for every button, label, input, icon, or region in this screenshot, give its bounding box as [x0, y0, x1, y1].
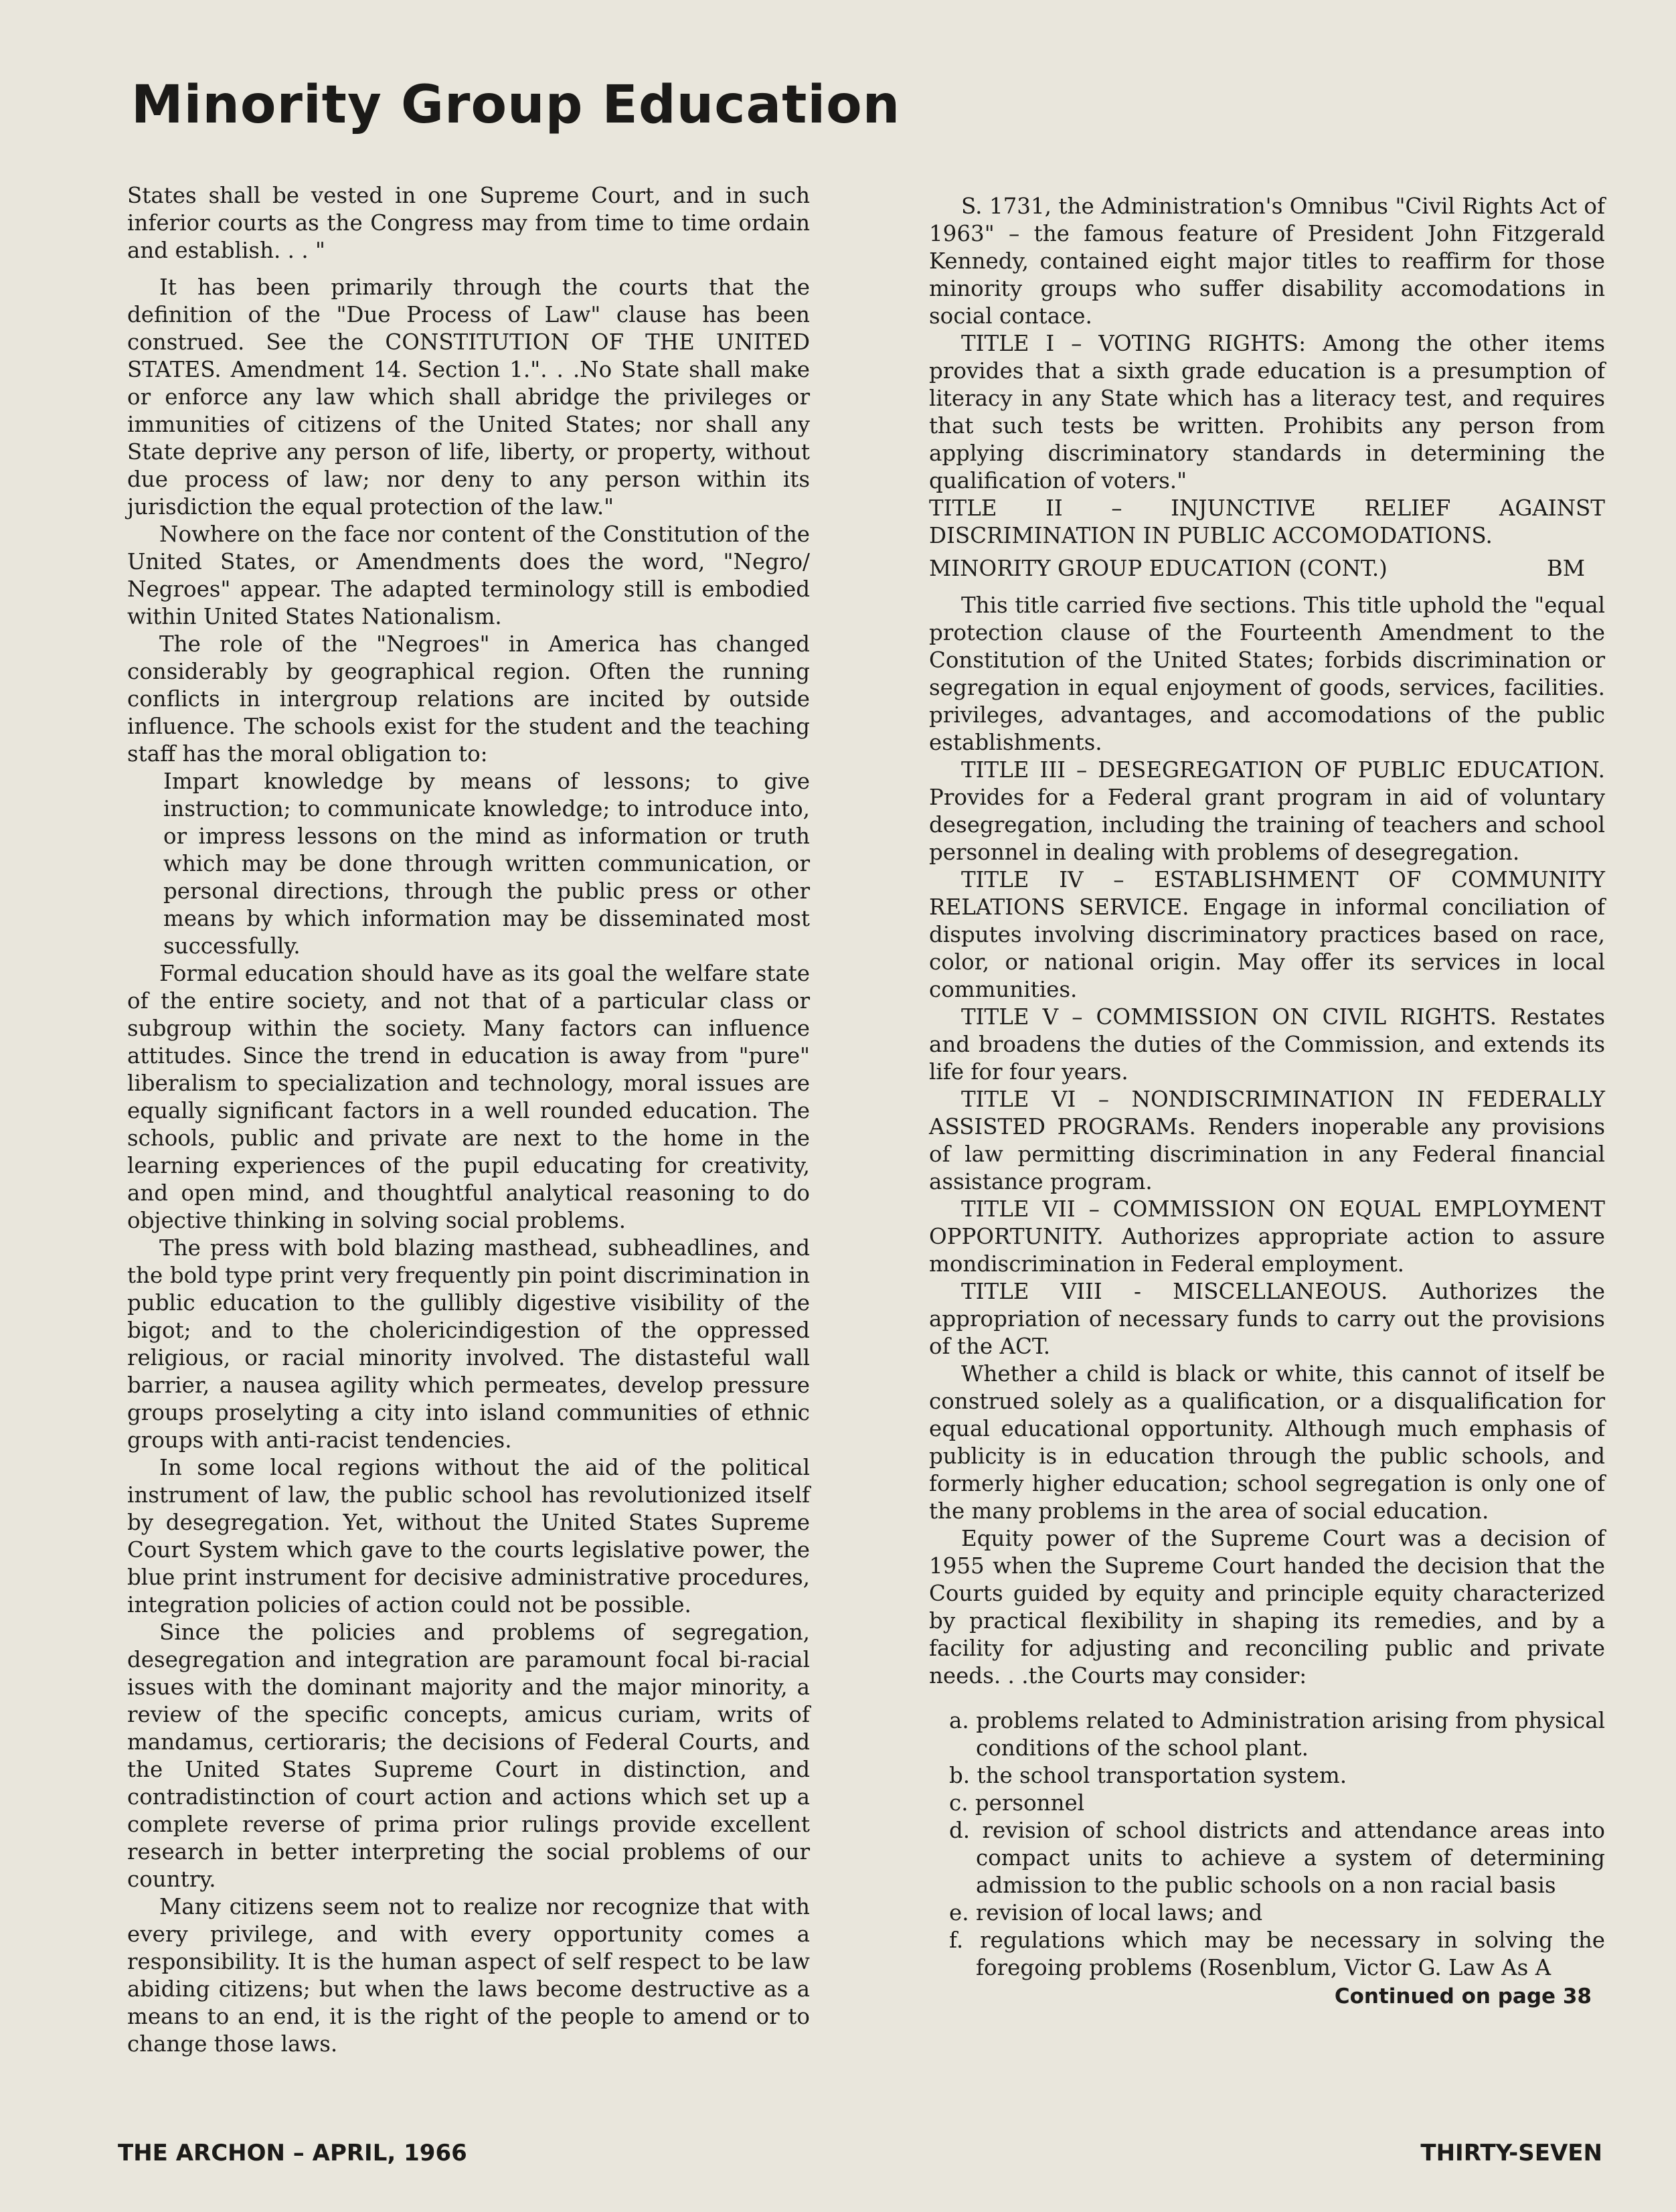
paragraph: It has been primarily through the courts that the definition of the "Due Process of Law" clause has been construed. See the CONSTITUTION OF THE UNITED STATES. Amendment 14. Section 1.". . .No State shall make or enforce any law which shall abridge the privileges or immunities of citizens of the United States; nor shall any State deprive any person of life, liberty, or property, without due process of law; nor deny to any person within its jurisdiction the equal protection of the law.": [127, 274, 810, 520]
right-column: [929, 193, 1605, 2010]
subhead-label: MINORITY GROUP EDUCATION (CONT.): [929, 556, 1388, 581]
continuation-subhead: [929, 555, 1605, 582]
paragraph: Many citizens seem not to realize nor recognize that with every privilege, and with every opportunity comes a responsibility. It is the human aspect of self respect to be law abiding citizens; but when the laws become destructive as a means to an end, it is the right of the people to amend or to change those laws.: [127, 1894, 810, 2057]
paragraph: The press with bold blazing masthead, subheadlines, and the bold type print very frequently pin point discrimination in public education to the gullibly digestive visibility of the bigot; and to the cholericindigestion of the oppressed religious, or racial minority involved. The distasteful wall barrier, a nausea agility which permeates, develop pressure groups proselyting a city into island communities of ethnic groups with anti-racist tendencies.: [127, 1235, 810, 1453]
footer-page-number: THIRTY-SEVEN: [1420, 2140, 1602, 2166]
paragraph: Nowhere on the face nor content of the Constitution of the United States, or Amendments does the word, "Negro/ Negroes" appear. The adapted terminology still is embodied within United States Nationalism.: [127, 522, 810, 629]
paragraph: Equity power of the Supreme Court was a decision of 1955 when the Supreme Court handed the decision that the Courts guided by equity and principle equity characterized by practical flexibility in shaping its remedies, and by a facility for adjusting and reconciling public and private needs. . .the Courts may consider:: [929, 1526, 1605, 1688]
list-item: b. the school transportation system.: [949, 1763, 1347, 1788]
list-item: d. revision of school districts and attendance areas into compact units to achieve a system of determining admission to the public schools on a non racial basis: [949, 1818, 1605, 1898]
paragraph: This title carried five sections. This title uphold the "equal protection clause of the Fourteenth Amendment to the Constitution of the United States; forbids discrimination or segregation in equal enjoyment of goods, services, facilities. privileges, advantages, and accomodations of the public establishments.: [929, 592, 1605, 755]
subhead-initials: BM: [1546, 556, 1585, 581]
title-paragraph: TITLE I – VOTING RIGHTS: Among the other items provides that a sixth grade education is a presumption of literacy in any State which has a literacy test, and requires that such tests be written. Prohibits any person from applying discriminatory standards in determining the qualification of voters.": [929, 331, 1605, 493]
list-item: a. problems related to Administration arising from physical conditions of the school plant.: [949, 1708, 1605, 1761]
paragraph: States shall be vested in one Supreme Court, and in such inferior courts as the Congress may from time to time ordain and establish. . . ": [127, 183, 810, 263]
paragraph: In some local regions without the aid of the political instrument of law, the public school has revolutionized itself by desegregation. Yet, without the United States Supreme Court System which gave to the courts legislative power, the blue print instrument for decisive administrative procedures, integration policies of action could not be possible.: [127, 1455, 810, 1617]
considerations-list: [949, 1707, 1605, 1982]
paragraph: Since the policies and problems of segregation, desegregation and integration are paramount focal bi-racial issues with the dominant majority and the major minority, a review of the specific concepts, amicus curiam, writs of mandamus, certioraris; the decisions of Federal Courts, and the United States Supreme Court in distinction, and contradistinction of court action and actions which set up a complete reverse of prima prior rulings provide excellent research in better interpreting the social problems of our country.: [127, 1620, 810, 1892]
paragraph: The role of the "Negroes" in America has changed considerably by geographical region. Often the running conflicts in intergroup relations are incited by outside influence. The schools exist for the student and the teaching staff has the moral obligation to:: [127, 631, 810, 767]
left-column: [127, 182, 810, 2058]
paragraph: S. 1731, the Administration's Omnibus "Civil Rights Act of 1963" – the famous feature of President John Fitzgerald Kennedy, contained eight major titles to reaffirm for those minority groups who suffer disability accomodations in social contace.: [929, 193, 1605, 329]
title-paragraph: TITLE III – DESEGREGATION OF PUBLIC EDUCATION. Provides for a Federal grant program in aid of voluntary desegregation, including the training of teachers and school personnel in dealing with problems of desegregation.: [929, 757, 1605, 865]
paragraph: Whether a child is black or white, this cannot of itself be construed solely as a qualification, or a disqualification for equal educational opportunity. Although much emphasis of publicity is in education through the public schools, and formerly higher education; school segregation is only one of the many problems in the area of social education.: [929, 1361, 1605, 1524]
list-item: f. regulations which may be necessary in solving the foregoing problems (Rosenblum, Victor G. Law As A: [949, 1927, 1605, 1980]
list-item: c. personnel: [949, 1790, 1085, 1816]
continued-note: Continued on page 38: [1334, 1984, 1592, 2008]
title-paragraph: TITLE VIII - MISCELLANEOUS. Authorizes the appropriation of necessary funds to carry out the provisions of the ACT.: [929, 1279, 1605, 1359]
paragraph: Formal education should have as its goal the welfare state of the entire society, and not that of a particular class or subgroup within the society. Many factors can influence attitudes. Since the trend in education is away from "pure" liberalism to specialization and technology, moral issues are equally significant factors in a well rounded education. The schools, public and private are next to the home in the learning experiences of the pupil educating for creativity, and open mind, and thoughtful analytical reasoning to do objective thinking in solving social problems.: [127, 961, 810, 1233]
title-paragraph: TITLE VI – NONDISCRIMINATION IN FEDERALLY ASSISTED PROGRAMs. Renders inoperable any provisions of law permitting discrimination in any Federal financial assistance program.: [929, 1087, 1605, 1194]
block-quote: Impart knowledge by means of lessons; to give instruction; to communicate knowledge; to introduce into, or impress lessons on the mind as information or truth which may be done through written communication, or personal directions, through the public press or other means by which information may be disseminated most successfully.: [163, 769, 810, 959]
list-item: e. revision of local laws; and: [949, 1900, 1263, 1925]
title-paragraph: TITLE V – COMMISSION ON CIVIL RIGHTS. Restates and broadens the duties of the Commission, and extends its life for four years.: [929, 1004, 1605, 1085]
page-title: Minority Group Education: [131, 75, 901, 135]
title-paragraph: TITLE II – INJUNCTIVE RELIEF AGAINST DISCRIMINATION IN PUBLIC ACCOMODATIONS.: [929, 495, 1605, 548]
title-paragraph: TITLE IV – ESTABLISHMENT OF COMMUNITY RELATIONS SERVICE. Engage in informal conciliation of disputes involving discriminatory practices based on race, color, or national origin. May offer its services in local communities.: [929, 867, 1605, 1002]
title-paragraph: TITLE VII – COMMISSION ON EQUAL EMPLOYMENT OPPORTUNITY. Authorizes appropriate action to assure mondiscrimination in Federal employment.: [929, 1196, 1605, 1277]
footer-publication: THE ARCHON – APRIL, 1966: [118, 2140, 467, 2166]
